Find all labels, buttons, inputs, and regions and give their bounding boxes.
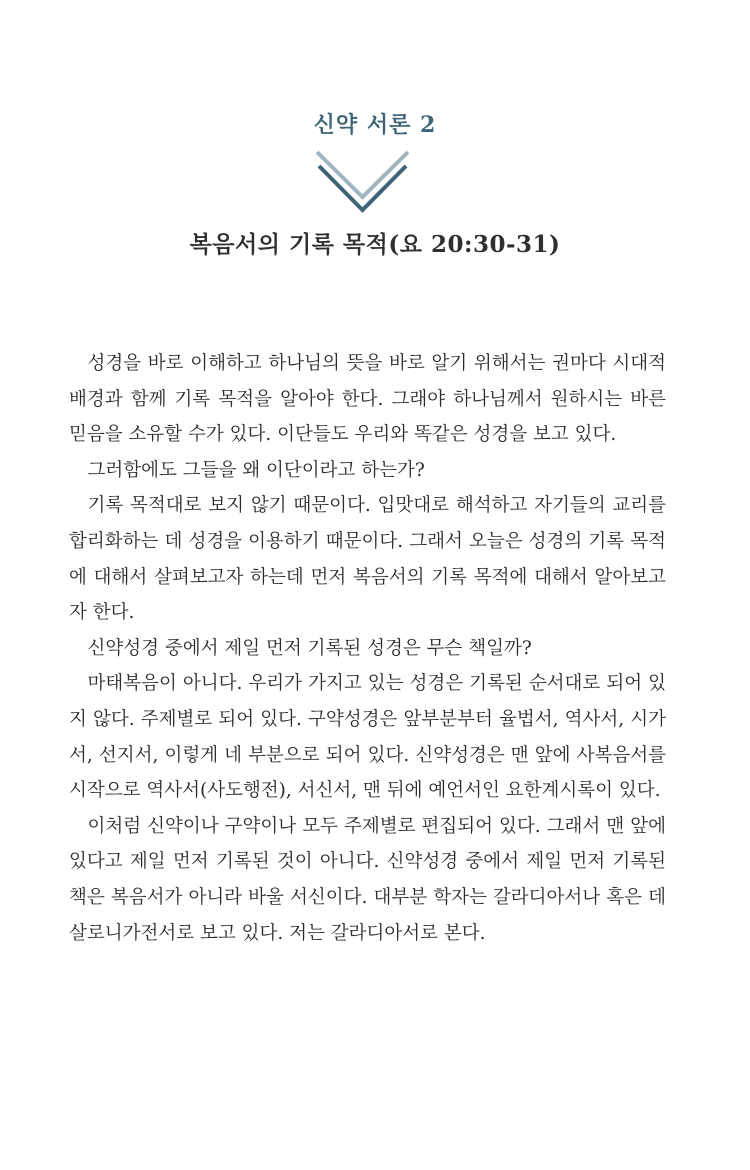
- chapter-title: 복음서의 기록 목적(요 20:30-31): [189, 231, 561, 258]
- paragraph-1: 성경을 바로 이해하고 하나님의 뜻을 바로 알기 위해서는 권마다 시대적 배경과 함께 기록 목적을 알아야 한다. 그래야 하나님께서 원하시는 바른 믿음을 소유할 수가 있다. 이단들도 우리와 똑같은 성경을 보고 있다.: [69, 353, 666, 446]
- paragraph-4: 신약성경 중에서 제일 먼저 기록된 성경은 무슨 책일까?: [87, 637, 532, 659]
- paragraph-6: 이처럼 신약이나 구약이나 모두 주제별로 편집되어 있다. 그래서 맨 앞에 있다고 제일 먼저 기록된 것이 아니다. 신약성경 중에서 제일 먼저 기록된 책은 복음서가 아니라 바울 서신이다. 대부분 학자는 갈라디아서나 혹은 데살로니가전서로 보고 있다. 저는 갈라디아서로 본다.: [69, 815, 666, 944]
- chevron-dark-stroke: [319, 166, 406, 210]
- body-text: [69, 346, 666, 951]
- paragraph-2: 그러함에도 그들을 왜 이단이라고 하는가?: [87, 459, 425, 481]
- paragraph-5: 마태복음이 아니다. 우리가 가지고 있는 성경은 기록된 순서대로 되어 있지 않다. 주제별로 되어 있다. 구약성경은 앞부분부터 율법서, 역사서, 시가서, 선지서, 이렇게 네 부분으로 되어 있다. 신약성경은 맨 앞에 사복음서를 시작으로 역사서(사도행전), 서신서, 맨 뒤에 예언서인 요한계시록이 있다.: [69, 673, 666, 802]
- chevron-light-stroke: [317, 152, 408, 197]
- paragraph-3: 기록 목적대로 보지 않기 때문이다. 입맛대로 해석하고 자기들의 교리를 합리화하는 데 성경을 이용하기 때문이다. 그래서 오늘은 성경의 기록 목적에 대해서 살펴보고자 하는데 먼저 복음서의 기록 목적에 대해서 알아보고자 한다.: [69, 495, 666, 624]
- chapter-label: 신약 서론 2: [313, 112, 437, 138]
- chevron-down-icon: [315, 150, 410, 215]
